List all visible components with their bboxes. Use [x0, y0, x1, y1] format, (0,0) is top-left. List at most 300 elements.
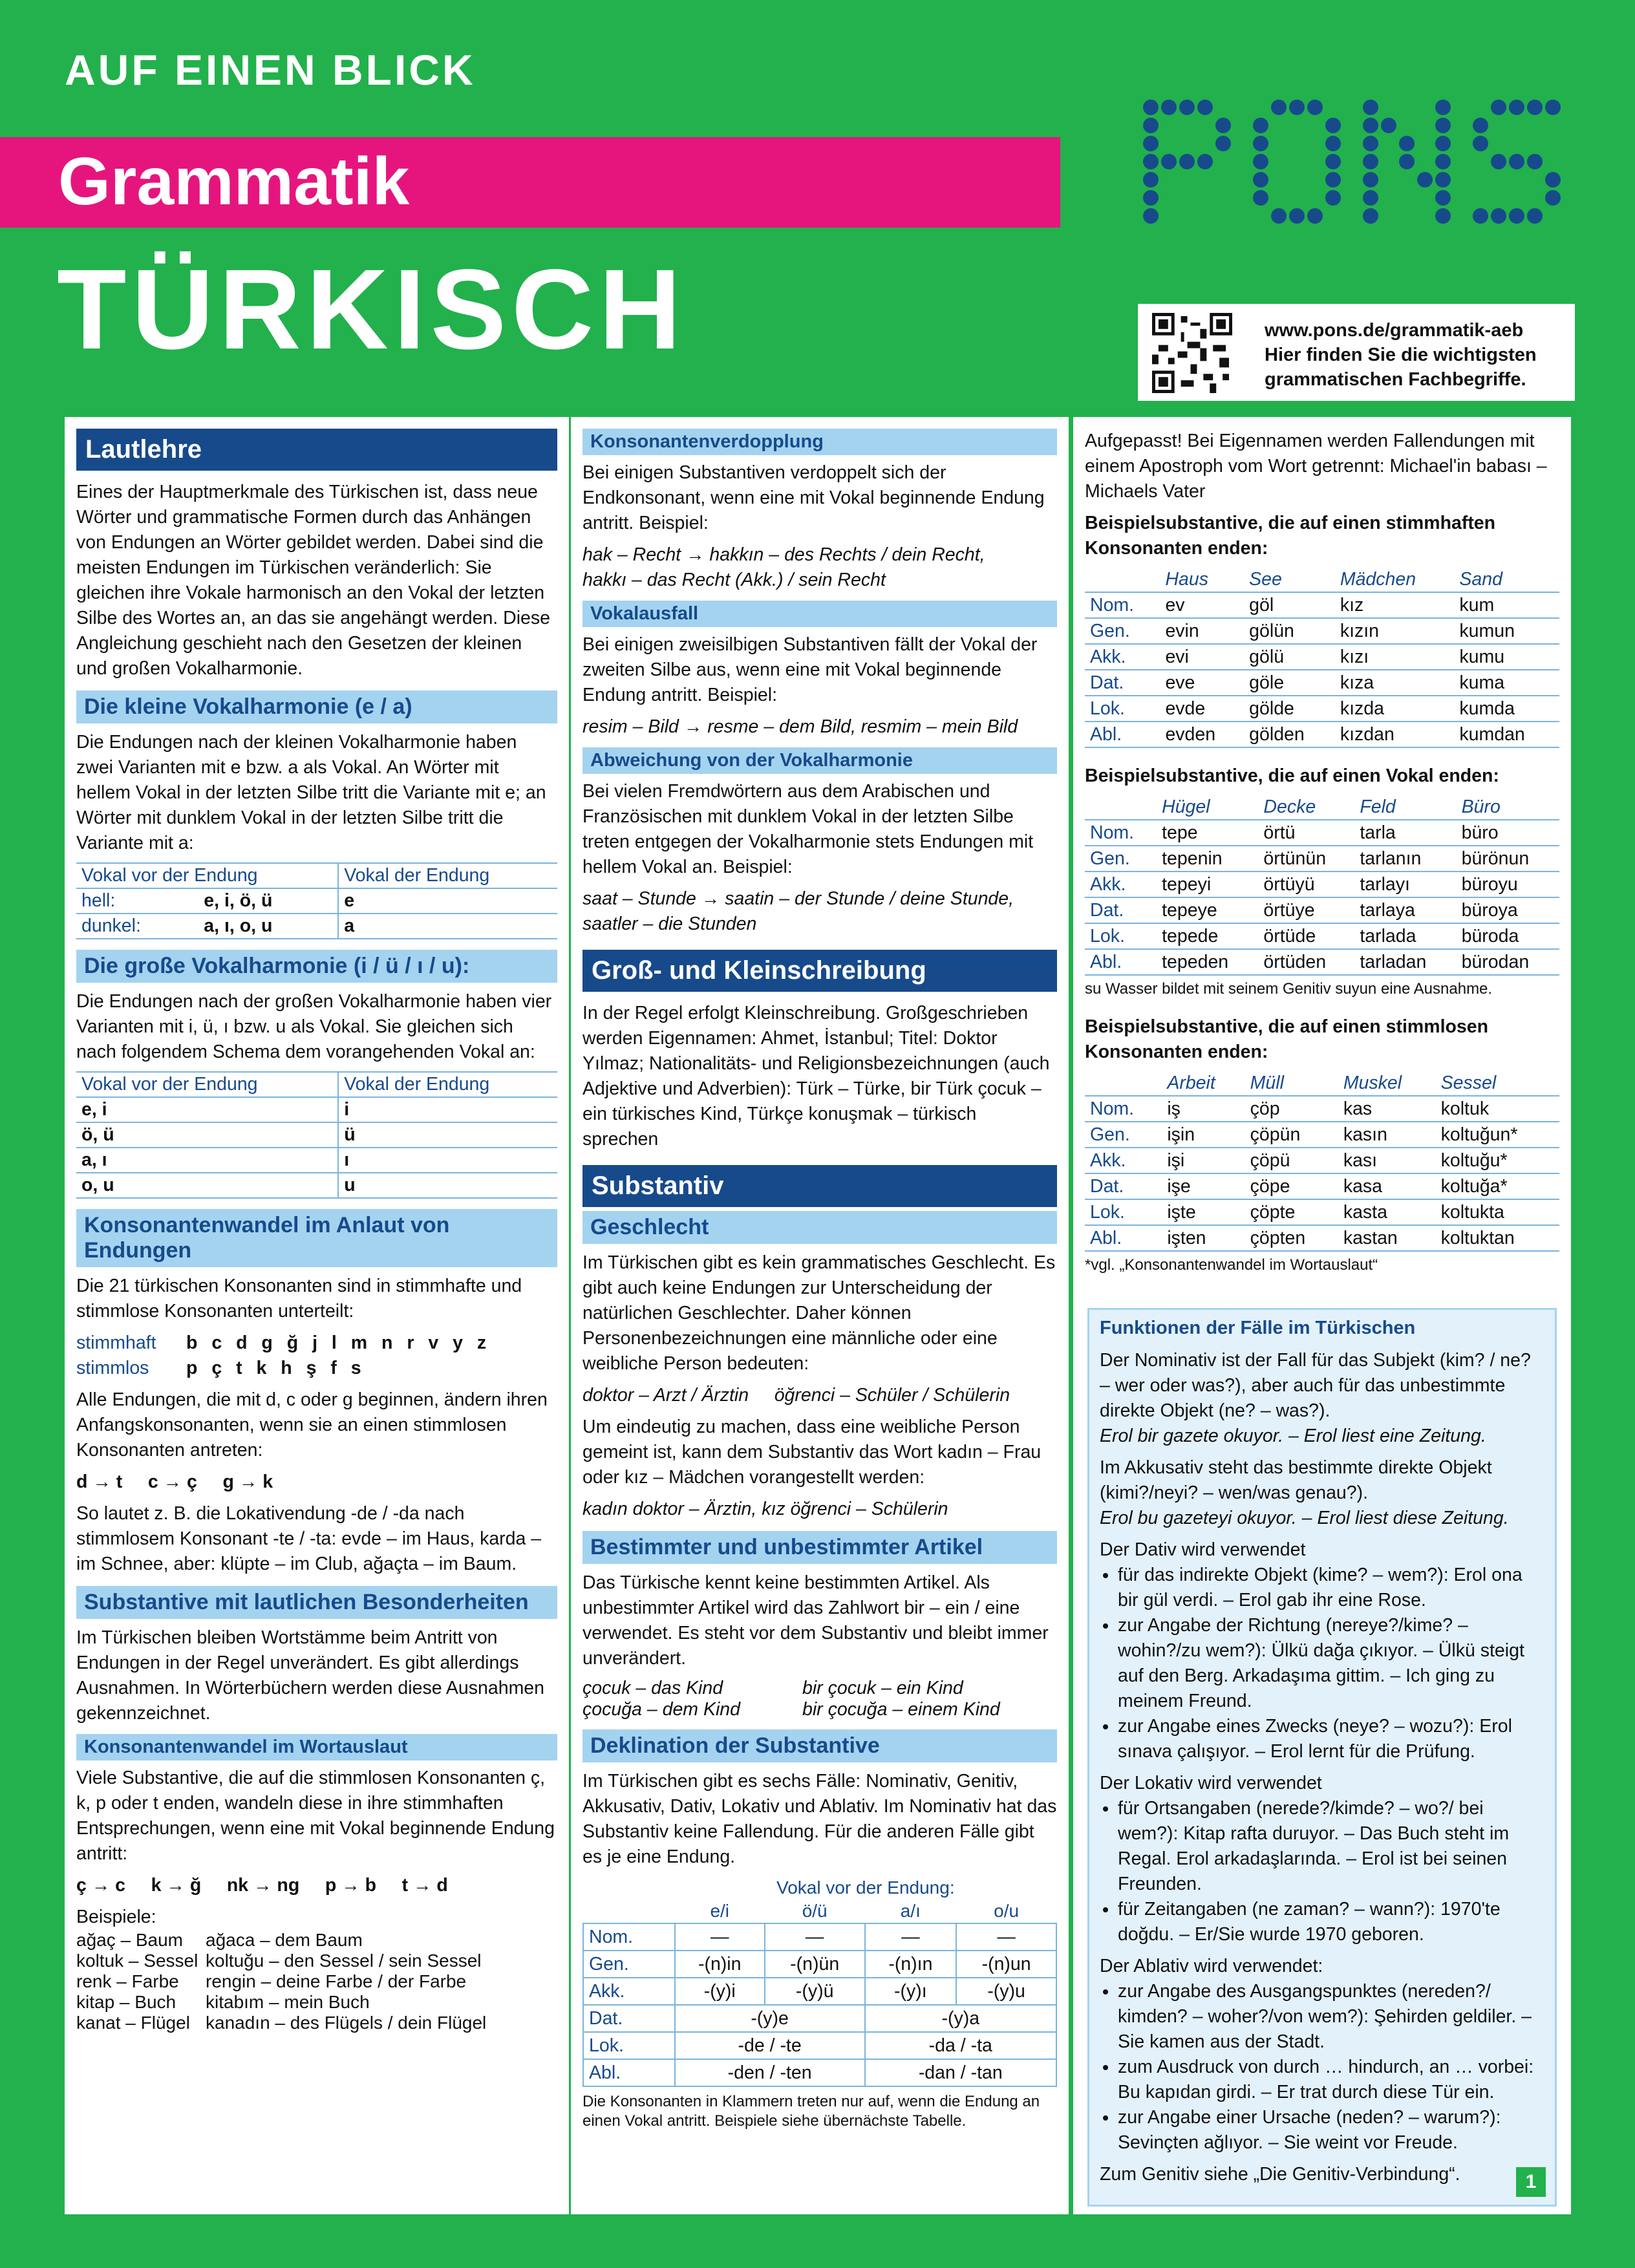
logo-dot — [1527, 100, 1543, 115]
t3-cell: Dat. — [1085, 1173, 1162, 1199]
dekl-cell: Gen. — [583, 1951, 675, 1978]
column-3 — [1073, 417, 1571, 2214]
section-artikel: Bestimmter und unbestimmter Artikel — [582, 1531, 1057, 1564]
t2-table — [1085, 795, 1559, 976]
logo-dot — [1363, 172, 1378, 187]
logo-dot — [1509, 100, 1524, 115]
logo-dot — [1253, 118, 1268, 133]
list-item: • für Zeitangaben (ne zaman? – wann?): 1970'te doğdu. – Er/Sie wurde 1970 geboren. — [1118, 1897, 1544, 1947]
t3-cell: işi — [1162, 1148, 1245, 1173]
logo-dot — [1545, 190, 1561, 206]
grosse-head-2: Vokal der Endung — [338, 1072, 557, 1097]
t2-head — [1085, 795, 1157, 820]
geschl-ex2: kadın doktor – Ärztin, kız öğrenci – Schülerin — [582, 1499, 948, 1519]
verdopp-text: Bei einigen Substantiven verdoppelt sich der Endkonsonant, wenn eine mit Vokal beginnende Endung antritt. Beispiel: — [582, 462, 1045, 533]
t1-cell: gölde — [1244, 696, 1335, 722]
t1-cell: gölden — [1244, 722, 1335, 747]
beispiel: kitabım – mein Buch — [206, 1992, 370, 2012]
logo-dot — [1197, 154, 1213, 169]
kleine-cell: e — [338, 888, 557, 914]
besonder-text: Im Türkischen bleiben Wortstämme beim Antritt von Endungen in der Regel unverändert. Es gibt allerdings Ausnahmen. In Wörterbüchern werden diese Ausnahmen gekennzeichnet. — [76, 1627, 545, 1724]
section-lautlehre: Lautlehre — [76, 429, 557, 471]
auslaut-text: Viele Substantive, die auf die stimmlosen Konsonanten ç, k, p oder t enden, wandeln diese in ihre stimmhaften Entsprechungen, wenn eine mit Vokal beginnende Endung antritt: — [76, 1768, 555, 1864]
functions-box — [1087, 1308, 1557, 2207]
stimmhaft-label: stimmhaft — [76, 1332, 156, 1353]
aufgepasst: Aufgepasst! Bei Eigennamen werden Fallendungen mit einem Apostroph vom Wort getrennt: Michael'in babası – Michaels Vater — [1085, 431, 1547, 502]
anlaut-text1: Die 21 türkischen Konsonanten sind in stimmhafte und stimmlose Konsonanten unterteilt: — [76, 1276, 522, 1321]
t3-head — [1085, 1071, 1162, 1096]
ausfall-text: Bei einigen zweisilbigen Substantiven fällt der Vokal der zweiten Silbe aus, wenn eine mit Vokal beginnende Endung antritt. Beispiel: — [582, 634, 1038, 705]
dekl-cell: — — [865, 1923, 957, 1951]
ausfall-ex: resim – Bild → resme – dem Bild, resmim – mein Bild — [582, 716, 1018, 737]
kleine-cell: a, ı, o, u — [198, 914, 338, 939]
page-subtitle: TÜRKISCH — [57, 246, 687, 373]
t1-cell: eve — [1160, 670, 1244, 696]
dekl-cell: Dat. — [583, 2005, 675, 2032]
anlaut-rule: d → t c → ç g → k — [76, 1471, 273, 1492]
beispiel: kitap – Buch — [76, 1992, 176, 2012]
verdopp-ex2: hakkı – das Recht (Akk.) / sein Recht — [582, 570, 886, 590]
grosse-cell: a, ı — [76, 1148, 338, 1173]
kleine-table — [76, 862, 557, 939]
logo-dot — [1325, 118, 1341, 133]
list-item: • zur Angabe einer Ursache (neden? – warum?): Sevinçten ağlıyor. – Sie weint vor Freude. — [1118, 2105, 1544, 2156]
dekl-col: o/u — [994, 1901, 1020, 1921]
nom-text: Der Nominativ ist der Fall für das Subjekt (kim? / ne? – wer oder was?), aber auch für das unbestimmte direkte Objekt (ne? – was?). — [1100, 1350, 1531, 1421]
dekl-cell: -(n)ın — [865, 1951, 957, 1978]
dekl-text: Im Türkischen gibt es sechs Fälle: Nominativ, Genitiv, Akkusativ, Dativ, Lokativ und Ablativ. Im Nominativ hat das Substantiv keine Fallendung. Für die anderen Fälle gibt es je eine Endung. — [582, 1771, 1057, 1867]
t1-cell: Akk. — [1085, 644, 1160, 670]
t3-cell: Gen. — [1085, 1122, 1162, 1148]
t1-cell: kızda — [1335, 696, 1455, 722]
logo-dot — [1435, 118, 1451, 133]
t3-cell: kasa — [1338, 1173, 1436, 1199]
t3-cell: kas — [1338, 1096, 1436, 1122]
dekl-cell: -(n)ün — [765, 1951, 865, 1978]
lok-intro: Der Lokativ wird verwendet — [1100, 1773, 1322, 1793]
dekl-cell: Abl. — [583, 2059, 675, 2086]
t3-cell: kasta — [1338, 1199, 1436, 1225]
abweich-text: Bei vielen Fremdwörtern aus dem Arabischen und Französischen mit dunklem Vokal in der letzten Silbe treten entgegen der Vokalharmonie stets Endungen mit hellem Vokal an. Beispiel: — [582, 781, 1034, 877]
t3-head: Arbeit — [1162, 1071, 1245, 1096]
t2-head: Feld — [1354, 795, 1456, 820]
abweich-ex1: saat – Stunde → saatin – der Stunde / deine Stunde, — [582, 888, 1014, 909]
abweich-ex2: saatler – die Stunden — [582, 914, 757, 934]
logo-dot — [1381, 118, 1396, 133]
t1-cell: ev — [1160, 592, 1244, 618]
auslaut-rule: ç → c k → ğ nk → ng p → b t → d — [76, 1875, 448, 1896]
artikel-table — [582, 1678, 1057, 1720]
t2-cell: tarla — [1354, 820, 1456, 846]
t2-cell: örtüden — [1258, 949, 1354, 975]
artikel-ex: çocuğa – dem Kind — [582, 1699, 740, 1720]
t2-cell: tepenin — [1157, 846, 1258, 872]
section-geschlecht: Geschlecht — [582, 1211, 1057, 1244]
kleine-text: Die Endungen nach der kleinen Vokalharmonie haben zwei Varianten mit e bzw. a als Vokal. An Wörter mit hellem Vokal in der letzten Silbe tritt die Variante mit e; an Wörter mit dunklem Vokal in der letzten Silbe tritt die Variante mit a: — [76, 732, 546, 853]
logo-dot — [1491, 208, 1506, 224]
stimmhaft-row — [76, 1331, 557, 1356]
grosse-table — [76, 1071, 557, 1199]
t3-cell: Lok. — [1085, 1199, 1162, 1225]
gen-text: Zum Genitiv siehe „Die Genitiv-Verbindung“. — [1100, 2164, 1460, 2185]
logo-dot — [1491, 154, 1506, 169]
kleine-cell: e, i, ö, ü — [198, 888, 338, 914]
dekl-cell: -(n)un — [956, 1951, 1056, 1978]
grosse-text: Die Endungen nach der großen Vokalharmonie haben vier Varianten mit i, ü, ı bzw. u als Vokal. Sie gleichen sich nach folgendem Schema dem vorangehenden Vokal an: — [76, 991, 552, 1062]
logo-dot — [1215, 136, 1231, 151]
grosse-cell: i — [338, 1097, 557, 1122]
grosse-cell: o, u — [76, 1173, 338, 1198]
logo-dot — [1143, 118, 1159, 133]
stimmhaft-letters: b c d g ğ j l m n r v y z — [186, 1332, 487, 1353]
kleine-head-1: Vokal vor der Endung — [76, 863, 338, 888]
t1-table — [1085, 568, 1559, 748]
logo-dot — [1363, 208, 1378, 224]
t1-cell: Abl. — [1085, 722, 1160, 747]
logo-dot — [1473, 208, 1488, 224]
dekl-cell: — — [956, 1923, 1056, 1951]
dekl-cell: Nom. — [583, 1923, 675, 1951]
section-besonderheiten: Substantive mit lautlichen Besonderheiten — [76, 1586, 557, 1619]
t1-cell: Dat. — [1085, 670, 1160, 696]
t3-cell: kası — [1338, 1148, 1436, 1173]
logo-dot — [1289, 100, 1305, 115]
logo-dot — [1435, 100, 1451, 115]
t2-cell: büro — [1457, 820, 1559, 846]
t1-cell: kumdan — [1454, 722, 1559, 747]
t1-cell: kumda — [1454, 696, 1559, 722]
t1-cell: kıza — [1335, 670, 1455, 696]
dekl-cell: -(y)a — [865, 2005, 1056, 2032]
t3-cell: çöpe — [1245, 1173, 1338, 1199]
grosse-cell: e, i — [76, 1097, 338, 1122]
dekl-cell: Akk. — [583, 1978, 675, 2005]
t1-head — [1085, 568, 1160, 592]
t2-cell: bürönun — [1457, 846, 1559, 872]
t2-cell: büroyu — [1457, 872, 1559, 897]
t1-cell: evin — [1160, 618, 1244, 644]
t3-cell: çöp — [1245, 1096, 1338, 1122]
kleine-head-2: Vokal der Endung — [338, 863, 557, 888]
logo-dot — [1161, 100, 1177, 115]
t2-cell: Nom. — [1085, 820, 1157, 846]
t2-note: su Wasser bildet mit seinem Genitiv suyun eine Ausnahme. — [1085, 980, 1493, 998]
lok-list — [1100, 1796, 1544, 1947]
qr-line3: grammatischen Fachbegriffe. — [1265, 369, 1526, 390]
kleine-cell: hell: — [76, 888, 198, 914]
t3-cell: iş — [1162, 1096, 1245, 1122]
t3-cell: çöpten — [1245, 1225, 1338, 1251]
t1-cell: kuma — [1454, 670, 1559, 696]
stimmlos-letters: p ç t k h ş f s — [186, 1358, 361, 1378]
t2-head: Decke — [1258, 795, 1354, 820]
logo-dot — [1325, 190, 1341, 206]
dat-intro: Der Dativ wird verwendet — [1100, 1539, 1306, 1560]
t2-cell: tarlaya — [1354, 897, 1456, 923]
logo-dot — [1417, 172, 1433, 187]
column-2 — [569, 417, 1069, 2214]
t2-cell: tarlayı — [1354, 872, 1456, 897]
dekl-table — [582, 1876, 1057, 2087]
beispiel: kanat – Flügel — [76, 2013, 190, 2033]
akk-text: Im Akkusativ steht das bestimmte direkte Objekt (kimi?/neyi? – wen/was genau?). — [1100, 1457, 1492, 1503]
beispiel: kanadın – des Flügels / dein Flügel — [206, 2013, 487, 2033]
logo-dot — [1527, 154, 1543, 169]
anlaut-text3: So lautet z. B. die Lokativendung -de / -da nach stimmlosem Konsonant -te / -ta: evde – im Haus, karda – im Schnee, aber: klüpte – im Club, ağaçta – im Baum. — [76, 1503, 542, 1574]
overline: AUF EINEN BLICK — [65, 46, 476, 94]
lautlehre-text: Eines der Hauptmerkmale des Türkischen ist, dass neue Wörter und grammatische Formen durch das Anhängen von Endungen an Wörter gebildet werden. Dabei sind die meisten Endungen im Türkischen veränderlich: Sie gleichen ihre Vokale harmonisch an den Vokal der letzten Silbe des Wortes an, an das sie angehängt werden. Diese Angleichung geschieht nach den Gesetzen der kleinen und großen Vokalharmonie. — [76, 482, 551, 679]
abl-list — [1100, 1979, 1544, 2156]
page-number: 1 — [1516, 2167, 1546, 2197]
t1-cell: evi — [1160, 644, 1244, 670]
t1-cell: gölü — [1244, 644, 1335, 670]
logo-dot — [1307, 100, 1323, 115]
page-title: Grammatik — [58, 144, 410, 219]
t2-cell: Lok. — [1085, 923, 1157, 949]
t1-head: See — [1244, 568, 1335, 592]
t1-title: Beispielsubstantive, die auf einen stimmhaften Konsonanten enden: — [1085, 513, 1496, 559]
t1-cell: evden — [1160, 722, 1244, 747]
logo-dot — [1363, 190, 1378, 206]
dekl-note: Die Konsonanten in Klammern treten nur auf, wenn die Endung an einen Vokal antritt. Beispiele siehe übernächste Tabelle. — [582, 2093, 1040, 2130]
qr-box — [1138, 304, 1575, 401]
dekl-top: Vokal vor der Endung: — [776, 1878, 955, 1898]
logo-dot — [1435, 208, 1451, 224]
qr-code-icon — [1152, 313, 1232, 393]
t2-cell: tepe — [1157, 820, 1258, 846]
logo-dot — [1179, 100, 1195, 115]
beispiel: ağaca – dem Baum — [206, 1930, 363, 1950]
pons-logo — [1138, 91, 1577, 233]
akk-ex: Erol bu gazeteyi okuyor. – Erol liest diese Zeitung. — [1100, 1508, 1509, 1528]
beispiel: renk – Farbe — [76, 1971, 179, 1991]
section-gross-klein: Groß- und Kleinschreibung — [582, 950, 1057, 992]
logo-dot — [1325, 172, 1341, 187]
t1-cell: Nom. — [1085, 592, 1160, 618]
logo-dot — [1473, 136, 1488, 151]
logo-dot — [1363, 118, 1378, 133]
dekl-col: e/i — [710, 1901, 730, 1921]
column-1 — [65, 417, 569, 2214]
t3-cell: işte — [1162, 1199, 1245, 1225]
logo-dot — [1363, 136, 1378, 151]
t2-cell: örtüye — [1258, 897, 1354, 923]
logo-dot — [1473, 118, 1488, 133]
list-item: • zur Angabe der Richtung (nereye?/kime? – wohin?/zu wem?): Ülkü dağa çıkıyor. – Ülkü steigt auf den Berg. Arkadaşıma gittim. – Ich ging zu meinem Freund. — [1118, 1613, 1544, 1714]
t3-head: Muskel — [1338, 1071, 1436, 1096]
t2-cell: örtüyü — [1258, 872, 1354, 897]
t1-cell: kumu — [1454, 644, 1559, 670]
t1-cell: göl — [1244, 592, 1335, 618]
dekl-cell: — — [765, 1923, 865, 1951]
dekl-cell: -(y)ı — [865, 1978, 957, 2005]
t3-cell: Akk. — [1085, 1148, 1162, 1173]
t2-cell: tepede — [1157, 923, 1258, 949]
beispiel: koltuğu – den Sessel / sein Sessel — [206, 1951, 482, 1971]
t2-cell: büroya — [1457, 897, 1559, 923]
section-vokalausfall: Vokalausfall — [582, 601, 1057, 627]
t2-cell: tarlada — [1354, 923, 1456, 949]
t1-cell: Lok. — [1085, 696, 1160, 722]
artikel-ex: çocuk – das Kind — [582, 1678, 723, 1698]
dekl-cell: -dan / -tan — [865, 2059, 1056, 2086]
t3-head: Sessel — [1436, 1071, 1559, 1096]
dekl-cell: -(y)ü — [765, 1978, 865, 2005]
t2-cell: Dat. — [1085, 897, 1157, 923]
nom-ex: Erol bir gazete okuyor. – Erol liest eine Zeitung. — [1100, 1426, 1486, 1446]
t2-cell: örtünün — [1258, 846, 1354, 872]
grosse-cell: u — [338, 1173, 557, 1198]
t3-head: Müll — [1245, 1071, 1338, 1096]
dekl-cell: -(n)in — [675, 1951, 765, 1978]
t1-cell: kumun — [1454, 618, 1559, 644]
t3-cell: çöpün — [1245, 1122, 1338, 1148]
t3-note: *vgl. „Konsonantenwandel im Wortauslaut“ — [1085, 1256, 1378, 1274]
list-item: • zum Ausdruck von durch … hindurch, an … vorbei: Bu kapıdan girdi. – Er trat durch diese Tür ein. — [1118, 2055, 1544, 2105]
logo-dot — [1271, 208, 1287, 224]
logo-dot — [1143, 100, 1159, 115]
logo-dot — [1197, 100, 1213, 115]
dekl-cell: -da / -ta — [865, 2032, 1056, 2059]
logo-dot — [1363, 100, 1378, 115]
logo-dot — [1143, 154, 1159, 169]
t2-title: Beispielsubstantive, die auf einen Vokal enden: — [1085, 765, 1499, 786]
logo-dot — [1253, 190, 1268, 206]
section-kleine-vokalharmonie: Die kleine Vokalharmonie (e / a) — [76, 690, 557, 723]
beispiele-table — [76, 1930, 557, 2033]
dekl-cell: -de / -te — [675, 2032, 865, 2059]
t1-cell: kızı — [1335, 644, 1455, 670]
section-verdopplung: Konsonantenverdopplung — [582, 429, 1057, 455]
t3-cell: koltuğun* — [1436, 1122, 1559, 1148]
t2-cell: Gen. — [1085, 846, 1157, 872]
t1-cell: gölün — [1244, 618, 1335, 644]
logo-dot — [1179, 154, 1195, 169]
section-wortauslaut: Konsonantenwandel im Wortauslaut — [76, 1734, 557, 1760]
t2-cell: örtüde — [1258, 923, 1354, 949]
section-anlaut: Konsonantenwandel im Anlaut von Endungen — [76, 1209, 557, 1267]
logo-dot — [1253, 172, 1268, 187]
beispiel: koltuk – Sessel — [76, 1951, 198, 1971]
t2-cell: Akk. — [1085, 872, 1157, 897]
logo-dot — [1399, 154, 1415, 169]
section-deklination: Deklination der Substantive — [582, 1729, 1057, 1762]
qr-url[interactable]: www.pons.de/grammatik-aeb — [1265, 320, 1524, 341]
t1-cell: kız — [1335, 592, 1455, 618]
t3-cell: kasın — [1338, 1122, 1436, 1148]
stimmlos-row — [76, 1356, 557, 1381]
t1-head: Haus — [1160, 568, 1244, 592]
dekl-cell: -(y)i — [675, 1978, 765, 2005]
list-item: • zur Angabe des Ausgangspunktes (nereden?/ kimden? – woher?/von wem?): Şehirden geldiler. – Sie kamen aus der Stadt. — [1118, 1979, 1544, 2055]
logo-dot — [1509, 154, 1524, 169]
geschl-text2: Um eindeutig zu machen, dass eine weibliche Person gemeint ist, kann dem Substantiv das Wort kadın – Frau oder kız – Mädchen vorangestellt werden: — [582, 1417, 1042, 1488]
t3-cell: koltuğa* — [1436, 1173, 1559, 1199]
t3-cell: çöpte — [1245, 1199, 1338, 1225]
dekl-col: a/ı — [900, 1901, 921, 1921]
kleine-cell: dunkel: — [76, 914, 198, 939]
logo-dot — [1143, 136, 1159, 151]
dekl-cell: Lok. — [583, 2032, 675, 2059]
t3-cell: kastan — [1338, 1225, 1436, 1251]
logo-dot — [1491, 100, 1506, 115]
t1-head: Sand — [1454, 568, 1559, 592]
section-abweichung: Abweichung von der Vokalharmonie — [582, 747, 1057, 774]
t2-head: Büro — [1457, 795, 1559, 820]
dekl-cell: — — [675, 1923, 765, 1951]
t3-cell: işten — [1162, 1225, 1245, 1251]
t3-cell: koltuktan — [1436, 1225, 1559, 1251]
list-item: • für Ortsangaben (nerede?/kimde? – wo?/ bei wem?): Kitap rafta duruyor. – Das Buch steht im Regal. Erol arkadaşlarında. – Erol ist bei seinen Freunden. — [1118, 1796, 1544, 1897]
t2-cell: büroda — [1457, 923, 1559, 949]
logo-dot — [1161, 154, 1177, 169]
gross-text: In der Regel erfolgt Kleinschreibung. Großgeschrieben werden Eigennamen: Ahmet, İstanbul; Titel: Doktor Yılmaz; Nationalitäts- und Religionsbezeichnungen (auch Adjektive und Adverbien): Türk – Türke, bir Türk çocuk – ein türkisches Kind, Türkçe konuşmak – türkisch sprechen — [582, 1003, 1050, 1150]
logo-dot — [1527, 208, 1543, 224]
t1-cell: göle — [1244, 670, 1335, 696]
t2-cell: tepeden — [1157, 949, 1258, 975]
kleine-cell: a — [338, 914, 557, 939]
t3-table — [1085, 1071, 1559, 1252]
logo-dot — [1435, 172, 1451, 187]
list-item: • für das indirekte Objekt (kime? – wem?): Erol ona bir gül verdi. – Erol gab ihr eine Rose. — [1118, 1563, 1544, 1613]
dekl-cell: -(y)e — [675, 2005, 865, 2032]
grosse-head-1: Vokal vor der Endung — [76, 1072, 338, 1097]
logo-dot — [1143, 172, 1159, 187]
t3-cell: çöpü — [1245, 1148, 1338, 1173]
t3-cell: Abl. — [1085, 1225, 1162, 1251]
verdopp-ex1: hak – Recht → hakkın – des Rechts / dein Recht, — [582, 544, 985, 565]
t1-cell: evde — [1160, 696, 1244, 722]
anlaut-text2: Alle Endungen, die mit d, c oder g beginnen, ändern ihren Anfangskonsonanten, wenn sie an einen stimmlosen Konsonanten antreten: — [76, 1389, 548, 1460]
dat-list — [1100, 1563, 1544, 1764]
t1-cell: kum — [1454, 592, 1559, 618]
t1-cell: kızın — [1335, 618, 1455, 644]
t3-cell: koltuğu* — [1436, 1148, 1559, 1173]
stimmlos-label: stimmlos — [76, 1358, 149, 1378]
t1-cell: Gen. — [1085, 618, 1160, 644]
geschl-ex: doktor – Arzt / Ärztin öğrenci – Schüler / Schülerin — [582, 1385, 1010, 1406]
logo-dot — [1545, 100, 1561, 115]
logo-dot — [1325, 136, 1341, 151]
t2-cell: Abl. — [1085, 949, 1157, 975]
artikel-text: Das Türkische kennt keine bestimmten Artikel. Als unbestimmter Artikel wird das Zahlwort bir – ein / eine verwendet. Es steht vor dem Substantiv und bleibt immer unverändert. — [582, 1572, 1049, 1669]
logo-dot — [1399, 136, 1415, 151]
logo-dot — [1509, 208, 1524, 224]
logo-dot — [1215, 118, 1231, 133]
logo-dot — [1271, 100, 1287, 115]
t3-title: Beispielsubstantive, die auf einen stimmlosen Konsonanten enden: — [1085, 1016, 1489, 1062]
beispiele-label: Beispiele: — [76, 1907, 156, 1927]
abl-intro: Der Ablativ wird verwendet: — [1100, 1956, 1323, 1976]
qr-line2: Hier finden Sie die wichtigsten — [1265, 345, 1537, 365]
logo-dot — [1143, 190, 1159, 206]
logo-dot — [1435, 136, 1451, 151]
t2-cell: tarladan — [1354, 949, 1456, 975]
dekl-cell: -(y)u — [956, 1978, 1056, 2005]
section-grosse-vokalharmonie: Die große Vokalharmonie (i / ü / ı / u): — [76, 950, 557, 983]
logo-dot — [1325, 154, 1341, 169]
logo-dot — [1253, 136, 1268, 151]
logo-dot — [1363, 154, 1378, 169]
grosse-cell: ı — [338, 1148, 557, 1173]
t3-cell: işin — [1162, 1122, 1245, 1148]
logo-dot — [1545, 172, 1561, 187]
t2-cell: bürodan — [1457, 949, 1559, 975]
grosse-cell: ö, ü — [76, 1122, 338, 1148]
t2-cell: örtü — [1258, 820, 1354, 846]
t2-cell: tarlanın — [1354, 846, 1456, 872]
dekl-col: ö/ü — [802, 1901, 828, 1921]
